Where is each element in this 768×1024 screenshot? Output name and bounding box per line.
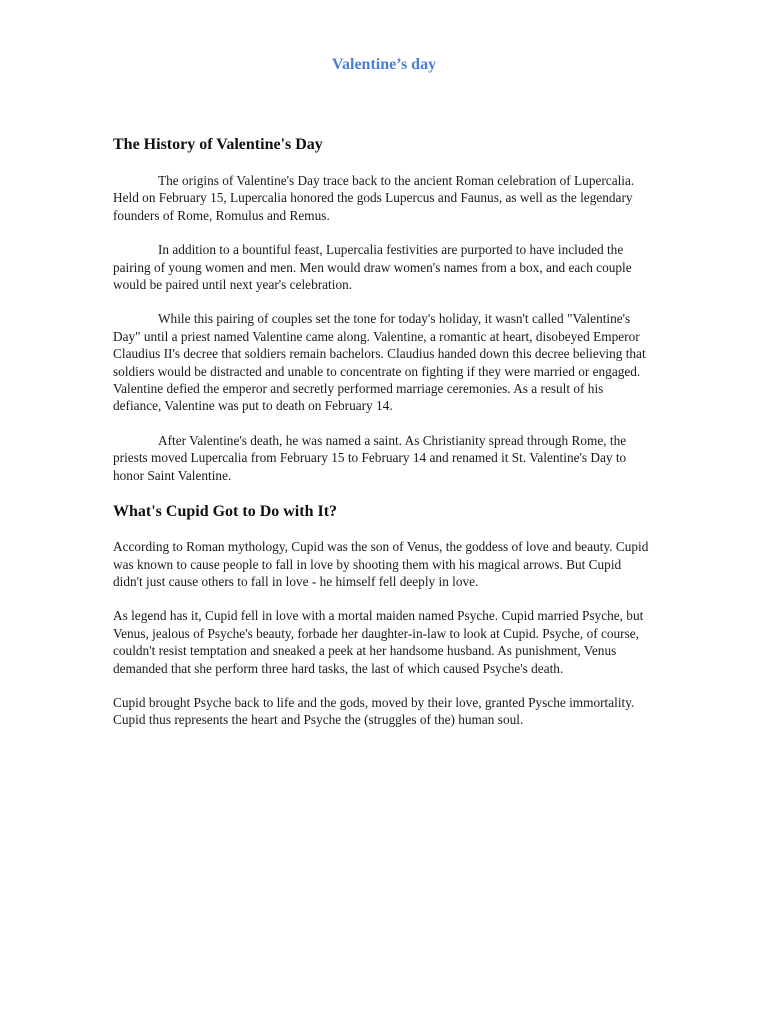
document-body [113, 134, 653, 729]
paragraph-priest-valentine: While this pairing of couples set the tone for today's holiday, it wasn't called "Valentine's Day" until a priest named Valentine came along. Valentine, a romantic at heart, disobeyed Emperor Claudius II's decree that soldiers remain bachelors. Claudius handed down this decree believing that soldiers would be distracted and unable to concentrate on fighting if they were married or engaged. Valentine defied the emperor and secretly performed marriage ceremonies. As a result of his defiance, Valentine was put to death on February 14. [113, 311, 646, 414]
paragraph-origins: The origins of Valentine's Day trace back to the ancient Roman celebration of Lupercalia. Held on February 15, Lupercalia honored the gods Lupercus and Faunus, as well as the legendary founders of Rome, Romulus and Remus. [113, 173, 635, 223]
section-history [113, 134, 653, 484]
paragraph-roman-mythology: According to Roman mythology, Cupid was the son of Venus, the goddess of love and beauty. Cupid was known to cause people to fall in love by shooting them with his magical arrows. But Cupid didn't just cause others to fall in love - he himself fell deeply in love. [113, 539, 649, 589]
paragraph-psyche-legend: As legend has it, Cupid fell in love with a mortal maiden named Psyche. Cupid married Psyche, but Venus, jealous of Psyche's beauty, forbade her daughter-in-law to look at Cupid. Psyche, of course, couldn't resist temptation and sneaked a peek at her handsome husband. As punishment, Venus demanded that she perform three hard tasks, the last of which caused Psyche's death. [113, 608, 644, 676]
document-title: Valentine’s day [331, 56, 437, 73]
paragraph-saint: After Valentine's death, he was named a saint. As Christianity spread through Rome, the priests moved Lupercalia from February 15 to February 14 and renamed it St. Valentine's Day to honor Saint Valentine. [113, 432, 627, 483]
paragraph-festivities: In addition to a bountiful feast, Lupercalia festivities are purported to have included the pairing of young women and men. Men would draw women's names from a box, and each couple would be paired until next year's celebration. [113, 242, 632, 293]
section-heading-history: The History of Valentine's Day [113, 136, 323, 153]
paragraph-immortality: Cupid brought Psyche back to life and the gods, moved by their love, granted Pysche immortality. Cupid thus represents the heart and Psyche the (struggles of the) human soul. [113, 694, 635, 728]
section-heading-cupid: What's Cupid Got to Do with It? [113, 503, 338, 521]
section-cupid [113, 501, 653, 729]
